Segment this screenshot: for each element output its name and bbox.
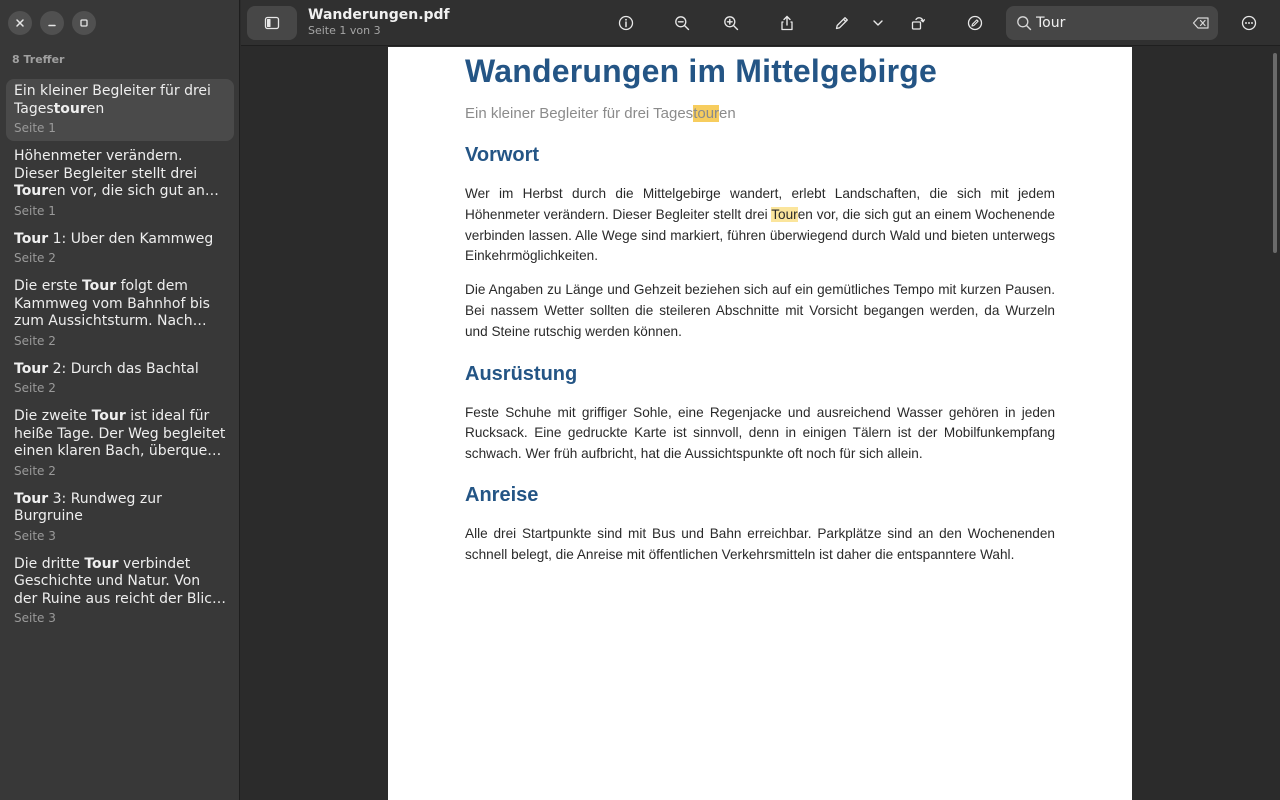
- rotate-icon[interactable]: [906, 11, 930, 35]
- search-result-match: Tour: [14, 490, 49, 507]
- search-result-item[interactable]: [6, 227, 234, 272]
- sidebar-icon: [264, 15, 280, 31]
- sidebar-toggle-button[interactable]: [247, 6, 297, 40]
- search-results-list: [6, 79, 234, 634]
- search-result-text: Die dritte Tour verbindet Geschichte und Natur. Von der Ruine aus reicht der Blick: [14, 555, 221, 607]
- paragraph-ausruestung: Feste Schuhe mit griffiger Sohle, eine Regenjacke und ausreichend Wasser gehören in jeden Rucksack. Eine gedruckte Karte ist sinnvoll, denn in einigen Tälern ist der Mobilfunkempfang schwach. Wer früh aufbricht, hat die Aussichtspunkte oft noch für sich allein.: [465, 404, 1055, 462]
- zoom-in-icon[interactable]: [719, 11, 743, 35]
- page-indicator: Seite 1 von 3: [308, 24, 381, 37]
- search-result-page: Seite 2: [14, 251, 56, 265]
- search-field[interactable]: [1006, 6, 1218, 40]
- maximize-icon[interactable]: [72, 11, 96, 35]
- search-result-match: Tour: [14, 360, 49, 377]
- search-match: Tour: [771, 206, 798, 222]
- search-result-page: Seite 2: [14, 463, 56, 478]
- document-heading: Wanderungen im Mittelgebirge: [465, 53, 937, 89]
- search-result-item[interactable]: [6, 79, 234, 141]
- paragraph-vorwort-1: [465, 184, 1055, 267]
- search-result-text: Tour 3: Rundweg zur Burgruine: [14, 490, 162, 524]
- search-result-item[interactable]: [6, 274, 234, 354]
- subtitle-text-end: en: [719, 105, 736, 122]
- current-search-match: tour: [693, 105, 720, 122]
- header-bar: [241, 0, 1280, 46]
- paragraph-anreise: Alle drei Startpunkte sind mit Bus und Bahn erreichbar. Parkplätze sind an den Wochenenden schnell belegt, die Anreise mit öffentlichen Verkehrsmitteln ist daher die entspanntere Wahl.: [465, 525, 1055, 562]
- pdf-page: [388, 47, 1132, 800]
- search-result-page: Seite 3: [14, 528, 56, 543]
- search-result-text: Tour 2: Durch das Bachtal: [14, 360, 199, 377]
- chevron-down-icon[interactable]: [866, 11, 890, 35]
- share-icon[interactable]: [775, 11, 799, 35]
- search-input[interactable]: [1036, 13, 1186, 33]
- minimize-icon[interactable]: [40, 11, 64, 35]
- search-result-match: Tour: [91, 408, 126, 424]
- paragraph-vorwort-2: Die Angaben zu Länge und Gehzeit beziehen sich auf ein gemütliches Tempo mit kurzen Pausen. Bei nassem Wetter sollten die steileren Abschnitte mit Vorsicht begangen werden, da Wurzeln und Steine rutschig werden können.: [465, 282, 1055, 339]
- heading-ausruestung: Ausrüstung: [465, 362, 578, 385]
- search-result-page: Seite 3: [14, 611, 56, 625]
- heading-vorwort: Vorwort: [465, 144, 540, 166]
- search-result-page: Seite 1: [14, 121, 56, 135]
- markup-icon[interactable]: [963, 11, 987, 35]
- search-icon: [1016, 15, 1032, 31]
- search-result-item[interactable]: [6, 552, 234, 632]
- results-count: 8 Treffer: [12, 53, 65, 66]
- search-result-text: Ein kleiner Begleiter für drei Tagestouren: [14, 83, 211, 117]
- search-result-match: Tour: [14, 230, 49, 247]
- search-result-match: Tour: [81, 278, 117, 294]
- pencil-icon[interactable]: [830, 11, 854, 35]
- close-icon[interactable]: [8, 11, 32, 35]
- heading-anreise: Anreise: [465, 483, 539, 506]
- search-result-match: Tour: [14, 183, 49, 199]
- info-icon[interactable]: [614, 11, 638, 35]
- search-result-page: Seite 2: [14, 381, 56, 395]
- page-content: [465, 47, 1055, 566]
- document-title: Wanderungen.pdf: [308, 7, 450, 23]
- zoom-out-icon[interactable]: [670, 11, 694, 35]
- search-result-match: Tour: [84, 555, 119, 572]
- search-result-item[interactable]: [6, 487, 234, 549]
- search-result-item[interactable]: [6, 357, 234, 402]
- document-subtitle: [465, 105, 1055, 123]
- search-result-text: Höhenmeter verändern. Dieser Begleiter stellt drei Touren vor, die sich gut an: [14, 148, 205, 199]
- search-sidebar: [0, 0, 240, 800]
- search-result-page: Seite 1: [14, 203, 56, 218]
- scrollbar[interactable]: [1273, 53, 1277, 253]
- search-result-item[interactable]: [6, 144, 234, 224]
- paragraph-text-end: en vor, die sich gut an einem Wochenende verbinden lassen. Alle Wege sind markiert, führen überwiegend durch Wald und bieten unterwegs Einkehrmöglichkeiten.: [465, 206, 1055, 264]
- more-options-icon: [1241, 15, 1257, 31]
- search-result-page: Seite 2: [14, 333, 56, 348]
- search-result-item[interactable]: [6, 404, 234, 484]
- window-controls: [8, 11, 96, 35]
- clear-search-icon[interactable]: [1192, 15, 1210, 31]
- main-menu-button[interactable]: [1237, 11, 1261, 35]
- search-result-match: tour: [53, 100, 87, 117]
- paragraph-text: Wer im Herbst durch die Mittelgebirge wandert, erlebt Landschaften, die sich mit jedem Höhenmeter verändern. Dieser Begleiter stellt drei: [465, 186, 1055, 222]
- subtitle-text: Ein kleiner Begleiter für drei Tages: [465, 105, 694, 122]
- search-result-text: Tour 1: Über den Kammweg: [14, 230, 214, 247]
- search-result-text: Die erste Tour folgt dem Kammweg vom Bahnhof bis zum Aussichtsturm. Nach: [14, 278, 210, 329]
- search-result-text: Die zweite Tour ist ideal für heiße Tage. Der Weg begleitet einen klaren Bach, überquert: [14, 408, 226, 459]
- document-view[interactable]: [241, 47, 1280, 800]
